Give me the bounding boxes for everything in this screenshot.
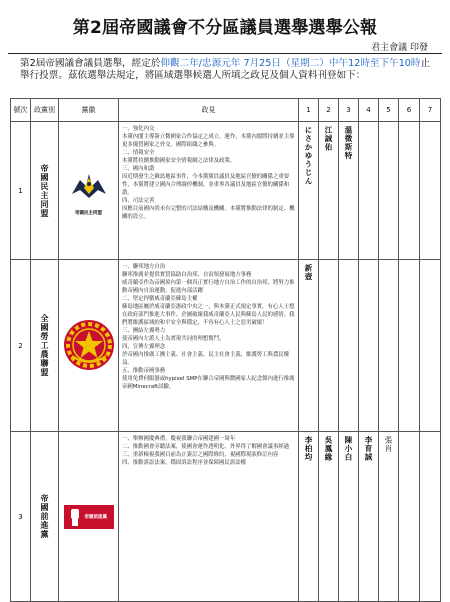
header-candidate-2: 2 [319, 99, 339, 122]
party-name-cell [31, 432, 59, 602]
candidate-cell [319, 260, 339, 432]
header-number: 號次 [11, 99, 31, 122]
intro-text-1: 第2屆帝國議會議員選舉，經定於 [20, 58, 161, 69]
header-candidate-1: 1 [299, 99, 319, 122]
candidate-cell [299, 122, 319, 260]
header-candidate-6: 6 [399, 99, 420, 122]
policy-line: 使用免費伺服器或hypixel SMP在聯合帝國與微國家人紀念館內進行推廣帝國Minecraft試驗。 [122, 376, 295, 390]
policy-line: 五、推動帝國事務 [122, 368, 166, 374]
table-header-row [11, 99, 441, 122]
title-divider [8, 53, 442, 54]
candidate-cell [299, 432, 319, 602]
candidate-cell [299, 260, 319, 432]
candidate-name: 溫徵斯特 [344, 126, 353, 160]
policy-line: 三、國內和諧 [122, 166, 155, 172]
table-row [11, 122, 441, 260]
candidate-cell [319, 122, 339, 260]
policy-line: 一、強化內交 [122, 126, 155, 132]
candidate-cell [339, 122, 359, 260]
candidate-table [10, 98, 441, 602]
row-number: 3 [11, 432, 31, 602]
header-emblem: 黨徽 [59, 99, 119, 122]
table-row [11, 432, 441, 602]
party-name: 帝國前進黨 [40, 494, 49, 539]
candidate-cell [399, 432, 420, 602]
row-number: 1 [11, 122, 31, 260]
policy-line: 本黨內閣主導簽立微國家合作協定之成立，運作，本黨內閣將持續並主導更多優質國家之外交。國際組織之參與。 [122, 134, 295, 148]
intro-paragraph [20, 58, 432, 82]
party-emblem-cell [59, 432, 119, 602]
party-name-cell [31, 122, 59, 260]
policy-line: 聯邦推廣並提供實質協助自治邦、自治領發展地方事務 [122, 272, 252, 278]
party-name: 帝國民主同盟 [40, 163, 49, 218]
candidate-name: 李柏均 [304, 436, 313, 462]
page-title: 第2屆帝國議會不分區議員選舉選舉公報 [72, 18, 378, 38]
policy-line: 二、推動國會旁聽法案，使國會運作透明化、外界得了解國會議事經過 [122, 444, 290, 450]
policy-cell [119, 260, 299, 432]
party-emblem-cell [59, 122, 119, 260]
policy-cell [119, 432, 299, 602]
fist-emblem-icon [64, 505, 114, 529]
policy-line: 三、重新檢視我國目前為止簽訂之國際條約，視國際現狀修訂內容 [122, 452, 279, 458]
table-row [11, 260, 441, 432]
policy-line: 使帝國內左派人士為實現共同的理想奮鬥。 [122, 336, 225, 342]
party-emblem-cell [59, 260, 119, 432]
election-end-time: 下午10時 [379, 58, 421, 69]
candidate-name: 陳小白 [344, 436, 353, 462]
candidate-name: にさかゆうじん [304, 126, 313, 186]
candidate-cell [359, 432, 379, 602]
candidate-cell [420, 122, 441, 260]
header-candidate-3: 3 [339, 99, 359, 122]
policy-line: 二、堅定捍衛威奇蘭亞蘇島主權 [122, 296, 198, 302]
candidate-cell [359, 122, 379, 260]
publisher-label: 君主會議 印發 [371, 43, 428, 53]
candidate-name: 江誠佑 [324, 126, 333, 152]
candidate-cell [399, 122, 420, 260]
emblem-caption: 帝國前進黨 [84, 514, 107, 520]
policy-cell [119, 122, 299, 260]
star-gear-emblem-icon [62, 318, 116, 372]
candidate-cell [339, 432, 359, 602]
header-policy: 政見 [119, 99, 299, 122]
election-date: 仰觀二年/忠源元年 7月25日（星期二）中午12時至 [160, 58, 380, 69]
policy-line: 一、聯邦地方自治 [122, 264, 166, 270]
header-candidate-7: 7 [420, 99, 441, 122]
emblem-caption: 帝國民主同盟 [75, 210, 102, 216]
party-name: 全國勞工農聯盟 [40, 314, 49, 377]
policy-line: 二、情報安全 [122, 150, 155, 156]
policy-line: 於帝國內推廣工團主義、社會主義、民主社會主義、維護勞工與農民權益。 [122, 352, 290, 366]
policy-line: 蘇島地區屬於威奇蘭亞憲政中央之一，與本黨正式規定事實，有心人士想在政府部門推進大事件、企圖破壞我威奇蘭亞人民與蘇島人民的感情。我們將維護區域的和平安全與穩定，不容有心人士之惡劣破壞！ [122, 304, 295, 326]
candidate-cell [339, 260, 359, 432]
policy-line: 四、宣傳左翼理念 [122, 344, 166, 350]
candidate-cell [359, 260, 379, 432]
header-candidate-5: 5 [379, 99, 399, 122]
policy-line: 一、舉辦國慶典禮，慶祝我聯合帝國建國一周年 [122, 436, 236, 442]
candidate-name: 吳鳳緣 [324, 436, 333, 462]
policy-line: 四、推動訴訟法案，穩固訴訟程序並保障國民訴訟權 [122, 460, 246, 466]
candidate-cell [379, 432, 399, 602]
policy-line: 威奇蘭亞作為帝國境內第一個真正實行地方自治工作的自治邦，將努力推動帝國內自治運動，促進內部活躍 [122, 280, 295, 294]
policy-line: 本黨將持續推動國家安全情報網之法律及政策。 [122, 158, 236, 164]
row-number: 2 [11, 260, 31, 432]
header-candidate-4: 4 [359, 99, 379, 122]
candidate-name: 李育誠 [364, 436, 373, 462]
candidate-cell [420, 260, 441, 432]
policy-line: 三、團結左翼勢力 [122, 328, 166, 334]
eagle-emblem-icon [64, 166, 114, 216]
policy-line: 因近期發生之蘇島地區事件，今本黨黨員議員及地區官僚的關係之重要性，本黨將建立國內合理調停機制，並重專各議員及地區官僚的關係和諧。 [122, 174, 290, 196]
candidate-cell [399, 260, 420, 432]
policy-line: 因應目前國內尚未有完整的司法結構及機關，本黨將推動法律的制定、機關的設立。 [122, 206, 295, 220]
candidate-name: 新壺 [304, 264, 313, 281]
header-party: 政黨別 [31, 99, 59, 122]
intro-text-2: 止舉行投票。茲依選舉法規定，將區域選舉候選人所填之政見及個人資料刊登如下： [20, 58, 431, 81]
policy-line: 四、司法完善 [122, 198, 155, 204]
candidate-name: 張肖 [384, 436, 393, 453]
candidate-cell [379, 122, 399, 260]
party-name-cell [31, 260, 59, 432]
candidate-cell [379, 260, 399, 432]
candidate-cell [420, 432, 441, 602]
candidate-cell [319, 432, 339, 602]
